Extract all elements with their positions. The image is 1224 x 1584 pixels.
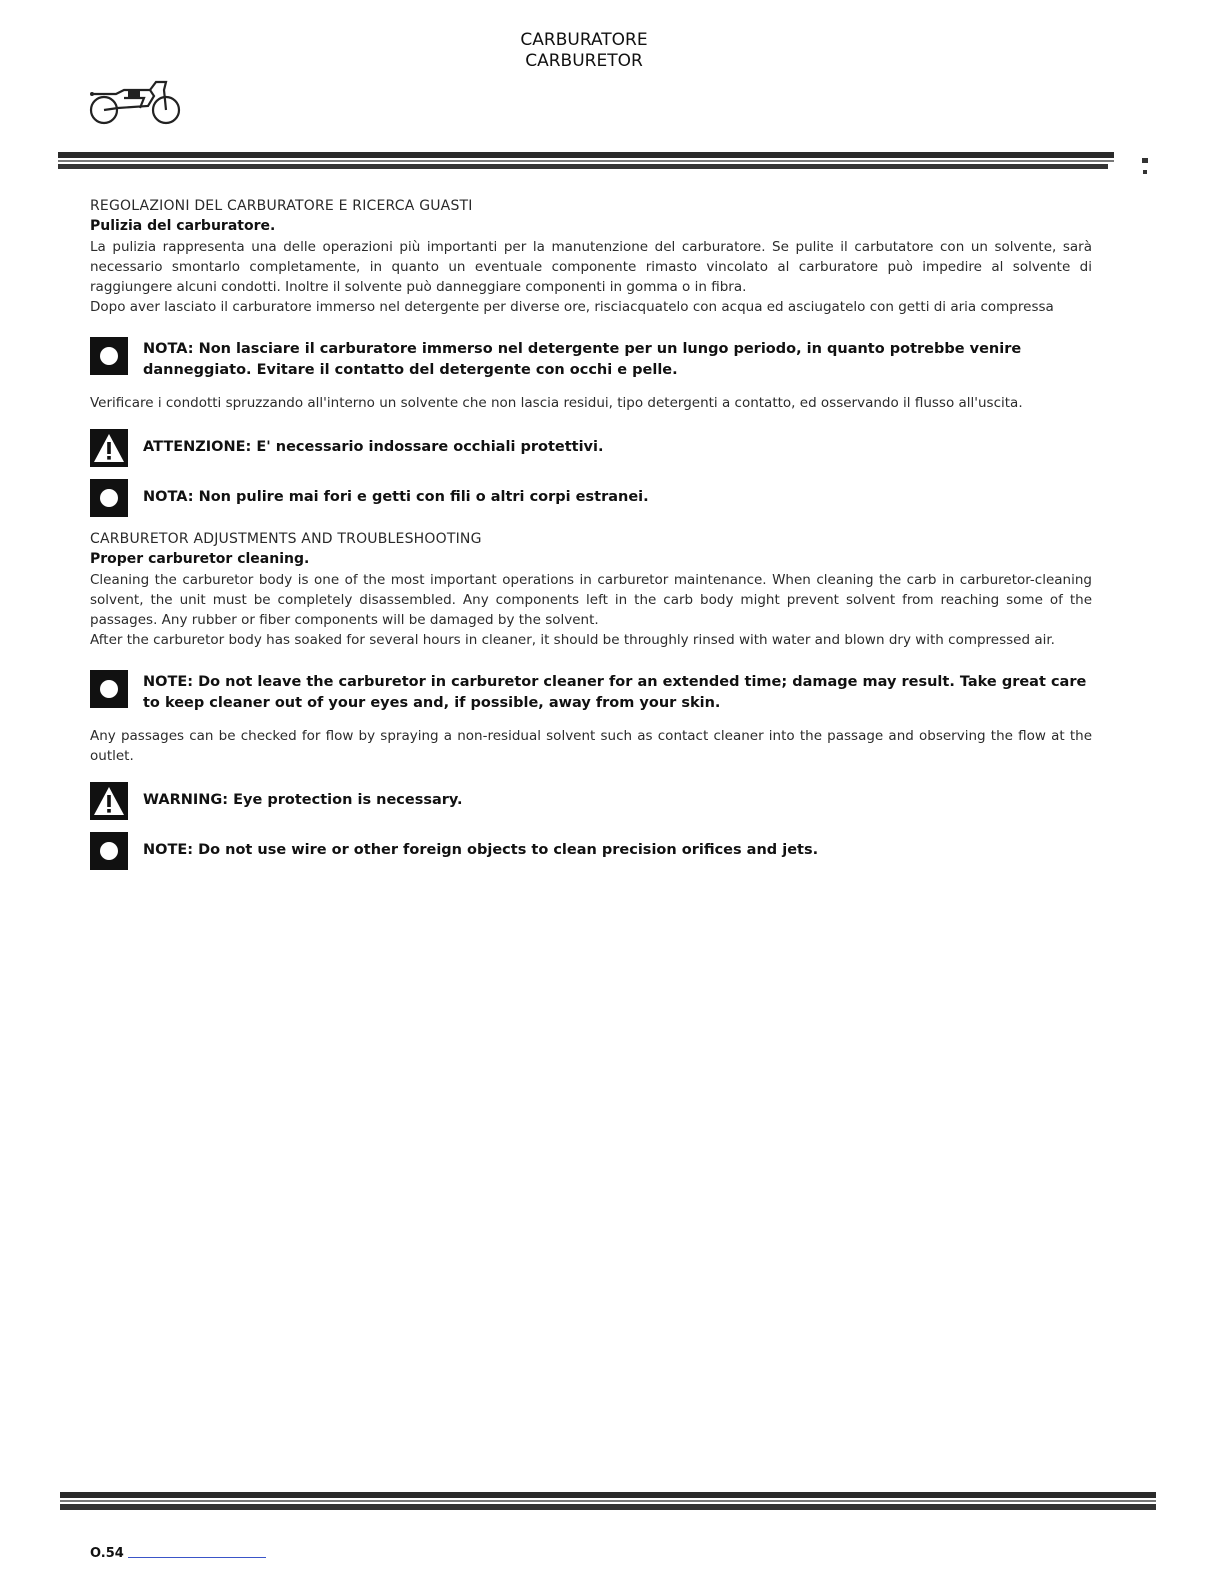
note-icon — [90, 479, 128, 517]
warning-icon — [90, 429, 128, 467]
note-box-italian-1 — [90, 337, 1092, 381]
note-box-english-2 — [90, 832, 1092, 870]
page-header — [0, 30, 1168, 72]
warning-icon — [90, 782, 128, 820]
note-icon — [90, 337, 128, 375]
note-text-english-1: NOTE: Do not leave the carburetor in carburetor cleaner for an extended time; damage may result. Take great care to keep cleaner out of your eyes and, if possible, away from your skin. — [143, 674, 1087, 711]
warning-text-english: WARNING: Eye protection is necessary. — [143, 792, 463, 808]
header-title-italian: CARBURATORE — [520, 30, 648, 50]
warning-box-english — [90, 782, 1092, 820]
paragraph-english-2: After the carburetor body has soaked for several hours in cleaner, it should be throughly rinsed with water and blown dry with compressed air. — [90, 632, 1055, 648]
paragraph-english-3: Any passages can be checked for flow by spraying a non-residual solvent such as contact cleaner into the passage and observing the flow at the outlet. — [90, 728, 1092, 764]
header-title-english: CARBURETOR — [525, 51, 643, 71]
page-edge-mark — [1140, 156, 1152, 178]
subtitle-italian: Pulizia del carburatore. — [90, 218, 276, 234]
motorcycle-icon — [88, 76, 184, 126]
paragraph-italian-3: Verificare i condotti spruzzando all'interno un solvente che non lascia residui, tipo detergenti a contatto, ed osservando il flusso all'uscita. — [90, 395, 1023, 411]
footer-divider — [60, 1490, 1156, 1512]
note-text-italian-1: NOTA: Non lasciare il carburatore immerso nel detergente per un lungo periodo, in quanto potrebbe venire danneggiato. Evitare il contatto del detergente con occhi e pelle. — [143, 341, 1022, 378]
note-text-english-2: NOTE: Do not use wire or other foreign objects to clean precision orifices and jets. — [143, 842, 819, 858]
note-box-english-1 — [90, 670, 1092, 714]
main-content — [90, 196, 1092, 882]
warning-box-italian — [90, 429, 1092, 467]
page-number: O.54 — [90, 1546, 124, 1561]
paragraph-italian-1: La pulizia rappresenta una delle operazioni più importanti per la manutenzione del carburatore. Se pulite il carbutatore con un solvente, sarà necessario smontarlo completamente, in quanto un eventuale componente rimasto vincolato al carburatore può impedire al solvente di raggiungere alcuni condotti. Inoltre il solvente può danneggiare componenti in gomma o in fibra. — [90, 239, 1092, 295]
warning-text-italian: ATTENZIONE: E' necessario indossare occhiali protettivi. — [143, 439, 604, 455]
paragraph-italian-2: Dopo aver lasciato il carburatore immerso nel detergente per diverse ore, risciacquatelo con acqua ed asciugatelo con getti di aria compressa — [90, 299, 1054, 315]
paragraph-english-1: Cleaning the carburetor body is one of the most important operations in carburetor maintenance. When cleaning the carb in carburetor-cleaning solvent, the unit must be completely disassembled. Any components left in the carb body might prevent solvent from reaching some of the passages. Any rubber or fiber components will be damaged by the solvent. — [90, 572, 1092, 628]
header-divider — [58, 150, 1114, 170]
note-text-italian-2: NOTA: Non pulire mai fori e getti con fili o altri corpi estranei. — [143, 489, 649, 505]
note-icon — [90, 670, 128, 708]
section-title-italian: REGOLAZIONI DEL CARBURATORE E RICERCA GUASTI — [90, 198, 473, 214]
note-icon — [90, 832, 128, 870]
subtitle-english: Proper carburetor cleaning. — [90, 551, 310, 567]
note-box-italian-2 — [90, 479, 1092, 517]
section-title-english: CARBURETOR ADJUSTMENTS AND TROUBLESHOOTING — [90, 531, 482, 547]
page-number-underline — [128, 1557, 266, 1558]
